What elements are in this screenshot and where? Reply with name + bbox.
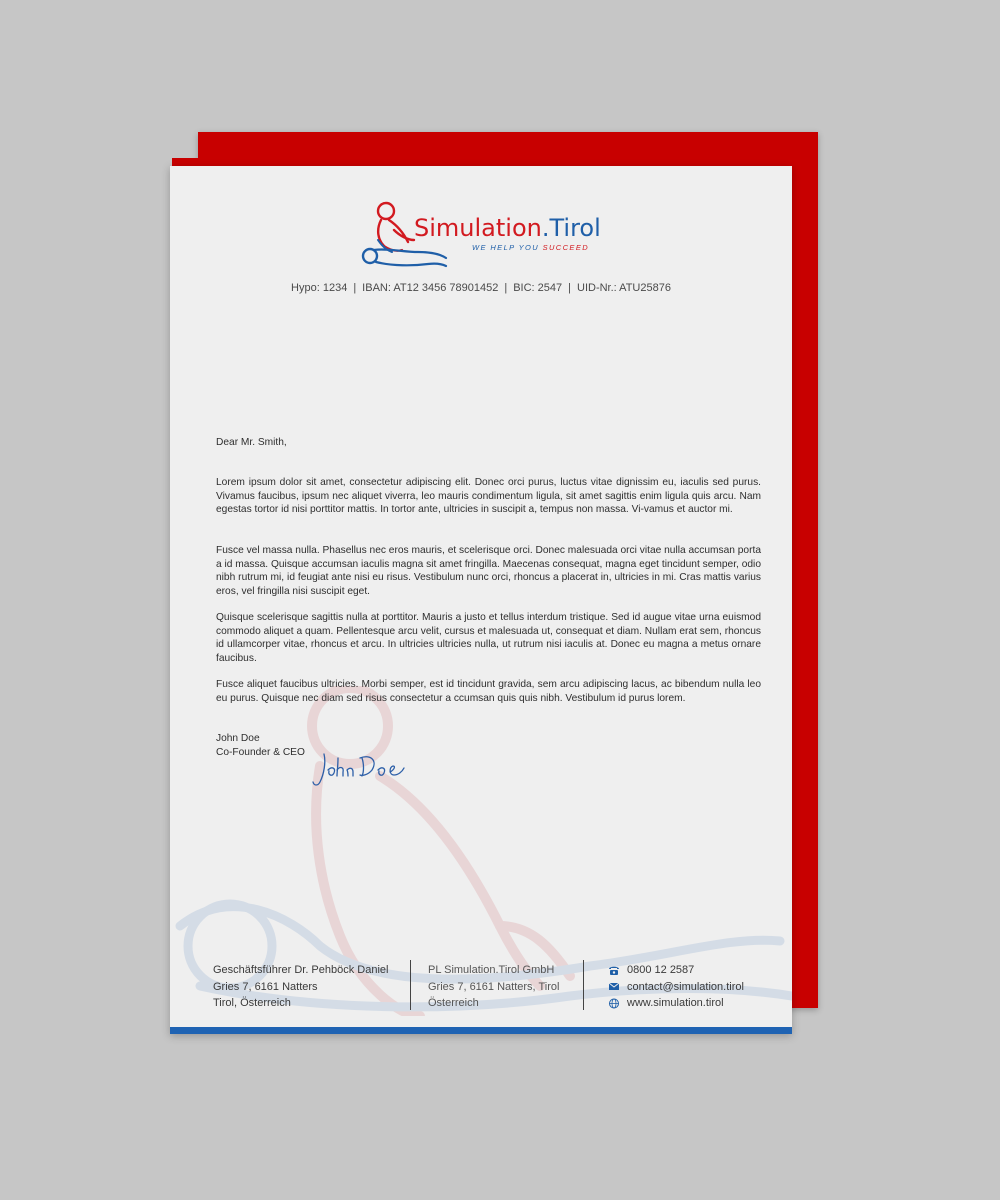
footer-col1-line-1: Geschäftsführer Dr. Pehböck Daniel <box>213 964 389 976</box>
body-paragraph-3: Quisque scelerisque sagittis nulla at porttitor. Mauris a justo et tellus interdum tristique. Sed id augue vitae urna euismod commodo aliquet a quam. Pellentesque arcu velit, cursus et malesuada ut, consequat et diam. Nullam erat sem, rhoncus id ullamcorper vitae, rhoncus et arcu. In ultricies ultricies nulla, ut rutrum nisi iaculis at. Donec eu magna a metus ornare faucibus. <box>216 612 761 664</box>
globe-icon <box>608 998 620 1009</box>
signer-name: John Doe <box>216 733 260 744</box>
footer-divider <box>410 960 411 1010</box>
footer-col1-line-2: Gries 7, 6161 Natters <box>213 980 318 993</box>
contact-phone <box>608 962 778 979</box>
signer-block <box>216 732 761 759</box>
bank-info-line <box>170 282 792 294</box>
body-paragraph-1: Lorem ipsum dolor sit amet, consectetur adipiscing elit. Donec orci purus, luctus vitae dignissim eu, iaculis sed purus. Vivamus faucibus, ipsum nec aliquet viverra, leo mauris condimentum ligula, sit amet sagittis enim ligula quis arcu. Nam egestas tortor id nisi porttitor mattis. In tortor ante, ultricies in suscipit a, tempus non massa. Vi-vamus et auctor mi. <box>216 477 761 515</box>
footer-contacts <box>608 962 778 1012</box>
blue-footer-strip <box>170 1027 792 1034</box>
salutation: Dear Mr. Smith, <box>216 437 287 448</box>
logo-tagline-part1: WE HELP YOU <box>472 243 543 252</box>
phone-icon <box>608 965 620 976</box>
contact-phone-text: 0800 12 2587 <box>627 964 695 976</box>
contact-email[interactable] <box>608 979 778 996</box>
body-paragraph-4: Fusce aliquet faucibus ultricies. Morbi semper, est id tincidunt gravida, sem arcu adipiscing lacus, ac bibendum nulla leo eu purus. Quisque nec diam sed risus consectetur a ccumsan quis quis nibh. Vestibulum id purus lorem. <box>216 679 761 704</box>
separator: | <box>504 282 508 294</box>
contact-website[interactable] <box>608 995 778 1012</box>
bank-bic: BIC: 2547 <box>513 282 563 294</box>
bank-uid: UID-Nr.: ATU25876 <box>577 282 671 294</box>
handwritten-signature <box>310 746 410 790</box>
separator: | <box>568 282 571 294</box>
footer-divider <box>583 960 584 1010</box>
bank-iban: IBAN: AT12 3456 78901452 <box>362 282 499 294</box>
body-paragraph-2: Fusce vel massa nulla. Phasellus nec eros mauris, et scelerisque orci. Donec malesuada orci vitae nulla accumsan porta a id massa. Quisque accumsan iaculis magna sit amet fringilla. Maecenas consequat, magna eget tincidunt semper, odio nibh rutrum mi, id feugiat ante nisi eu risus. Vestibulum nunc orci, rhoncus a placerat in, ultricies in mi. Cras mattis varius eros, vel fringilla nisi suscipit eget. <box>216 545 761 597</box>
logo-tagline-part2: SUCCEED <box>542 243 590 252</box>
footer-col2-line-3: Österreich <box>428 997 479 1009</box>
footer-company-managing-director <box>213 962 408 1012</box>
footer-col2-line-2: Gries 7, 6161 Natters, Tirol <box>428 980 560 993</box>
separator: | <box>353 282 357 294</box>
company-logo <box>356 200 616 270</box>
logo-wordmark <box>414 214 601 242</box>
signer-title: Co-Founder & CEO <box>216 746 305 758</box>
footer-company-address <box>428 962 578 1012</box>
bank-hypo: Hypo: 1234 <box>291 282 348 294</box>
logo-wordmark-part1: Simulation <box>414 214 542 242</box>
letterhead-sheet <box>170 166 792 1034</box>
logo-tagline <box>472 243 589 252</box>
logo-wordmark-part2: .Tirol <box>541 214 601 242</box>
footer-col1-line-3: Tirol, Österreich <box>213 997 291 1009</box>
contact-website-text: www.simulation.tirol <box>627 997 724 1009</box>
footer-col2-line-1: PL Simulation.Tirol GmbH <box>428 964 555 976</box>
mail-icon <box>608 981 620 992</box>
contact-email-text: contact@simulation.tirol <box>627 980 744 993</box>
